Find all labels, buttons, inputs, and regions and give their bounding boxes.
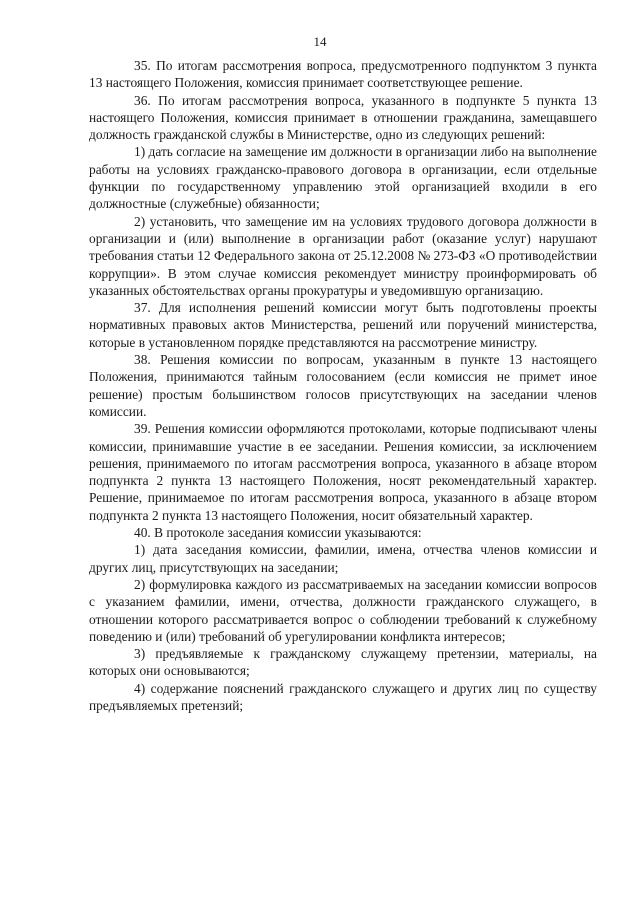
paragraph-36-item-2: 2) установить, что замещение им на условиях трудового договора должности в организации и (или) выполнение в организации работ (оказание услуг) нарушают требования статьи 12 Федерального закона от 25.12.2008 № 273-ФЗ «О противодействии коррупции». В этом случае комиссия рекомендует министру проинформировать об указанных обстоятельствах органы прокуратуры и уведомившую организацию. bbox=[89, 213, 597, 298]
paragraph-40: 40. В протоколе заседания комиссии указываются: bbox=[134, 525, 422, 541]
page-number: 14 bbox=[313, 34, 327, 49]
paragraph-37: 37. Для исполнения решений комиссии могут быть подготовлены проекты нормативных правовых актов Министерства, решений или поручений министерства, которые в установленном порядке представляются на рассмотрение министру. bbox=[89, 300, 597, 350]
paragraph-40-item-2: 2) формулировка каждого из рассматриваемых на заседании комиссии вопросов с указанием фамилии, имени, отчества, должности гражданского служащего, в отношении которого рассматривается вопрос о соблюдении требований к служебному поведению и (или) требований об урегулировании конфликта интересов; bbox=[89, 576, 597, 644]
paragraph-36-item-1: 1) дать согласие на замещение им должности в организации либо на выполнение работы на условиях гражданско-правового договора в организации, если отдельные функции по государственному управлению этой организацией входили в его должностные (служебные) обязанности; bbox=[89, 144, 597, 212]
document-body bbox=[89, 57, 597, 714]
paragraph-38: 38. Решения комиссии по вопросам, указанным в пункте 13 настоящего Положения, принимаются тайным голосованием (если комиссия не примет иное решение) простым большинством голосов присутствующих на заседании членов комиссии. bbox=[89, 352, 597, 419]
paragraph-39: 39. Решения комиссии оформляются протоколами, которые подписывают члены комиссии, принимавшие участие в ее заседании. Решения комиссии, за исключением решения, принимаемого по итогам рассмотрения вопроса, указанного в абзаце втором подпункта 2 пункта 13 настоящего Положения, носят рекомендательный характер. Решение, принимаемое по итогам рассмотрения вопроса, указанного в абзаце втором подпункта 2 пункта 13 настоящего Положения, носит обязательный характер. bbox=[89, 421, 597, 523]
paragraph-40-item-3: 3) предъявляемые к гражданскому служащему претензии, материалы, на которых они основываются; bbox=[89, 646, 597, 679]
paragraph-40-item-1: 1) дата заседания комиссии, фамилии, имена, отчества членов комиссии и других лиц, присутствующих на заседании; bbox=[89, 542, 597, 575]
paragraph-36: 36. По итогам рассмотрения вопроса, указанного в подпункте 5 пункта 13 настоящего Положения, комиссия принимает в отношении гражданина, замещавшего должность гражданской службы в Министерстве, одно из следующих решений: bbox=[89, 92, 597, 143]
paragraph-35: 35. По итогам рассмотрения вопроса, предусмотренного подпунктом 3 пункта 13 настоящего Положения, комиссия принимает соответствующее решение. bbox=[89, 58, 597, 91]
paragraph-40-item-4: 4) содержание пояснений гражданского служащего и других лиц по существу предъявляемых претензий; bbox=[89, 680, 597, 713]
